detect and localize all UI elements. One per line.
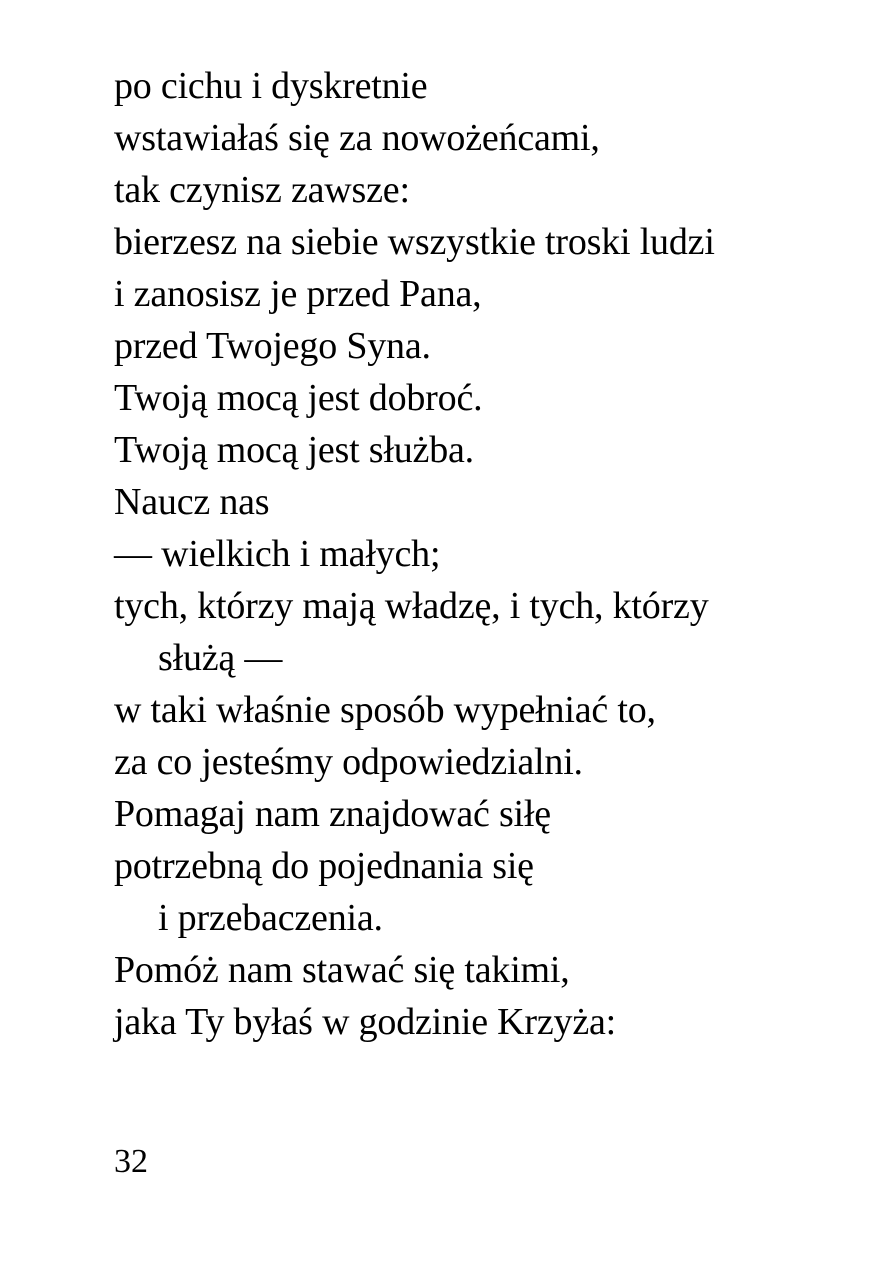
poem-line: w taki właśnie sposób wypełniać to, [114,689,656,731]
poem-line: wstawiałaś się za nowożeńcami, [114,117,600,159]
poem-line: służą — [158,637,283,679]
poem-line: przed Twojego Syna. [114,325,431,367]
poem-line: tak czynisz zawsze: [114,169,410,211]
poem-line: Pomóż nam stawać się takimi, [114,949,570,991]
poem-line: i zanosisz je przed Pana, [114,273,482,315]
poem-line: jaka Ty byłaś w godzinie Krzyża: [114,1001,617,1043]
poem-line: Naucz nas [114,481,270,523]
poem-line: Pomagaj nam znajdować siłę [114,793,551,835]
poem-text [114,60,874,1048]
poem-line: Twoją mocą jest dobroć. [114,377,483,419]
poem-line: po cichu i dyskretnie [114,65,428,107]
page-number: 32 [114,1143,148,1180]
poem-line: — wielkich i małych; [114,533,441,575]
poem-line: i przebaczenia. [158,897,383,939]
poem-line: tych, którzy mają władzę, i tych, którzy [114,585,709,627]
poem-line: potrzebną do pojednania się [114,845,534,887]
poem-line: za co jesteśmy odpowiedzialni. [114,741,583,783]
poem-line: bierzesz na siebie wszystkie troski ludzi [114,221,715,263]
poem-line: Twoją mocą jest służba. [114,429,474,471]
